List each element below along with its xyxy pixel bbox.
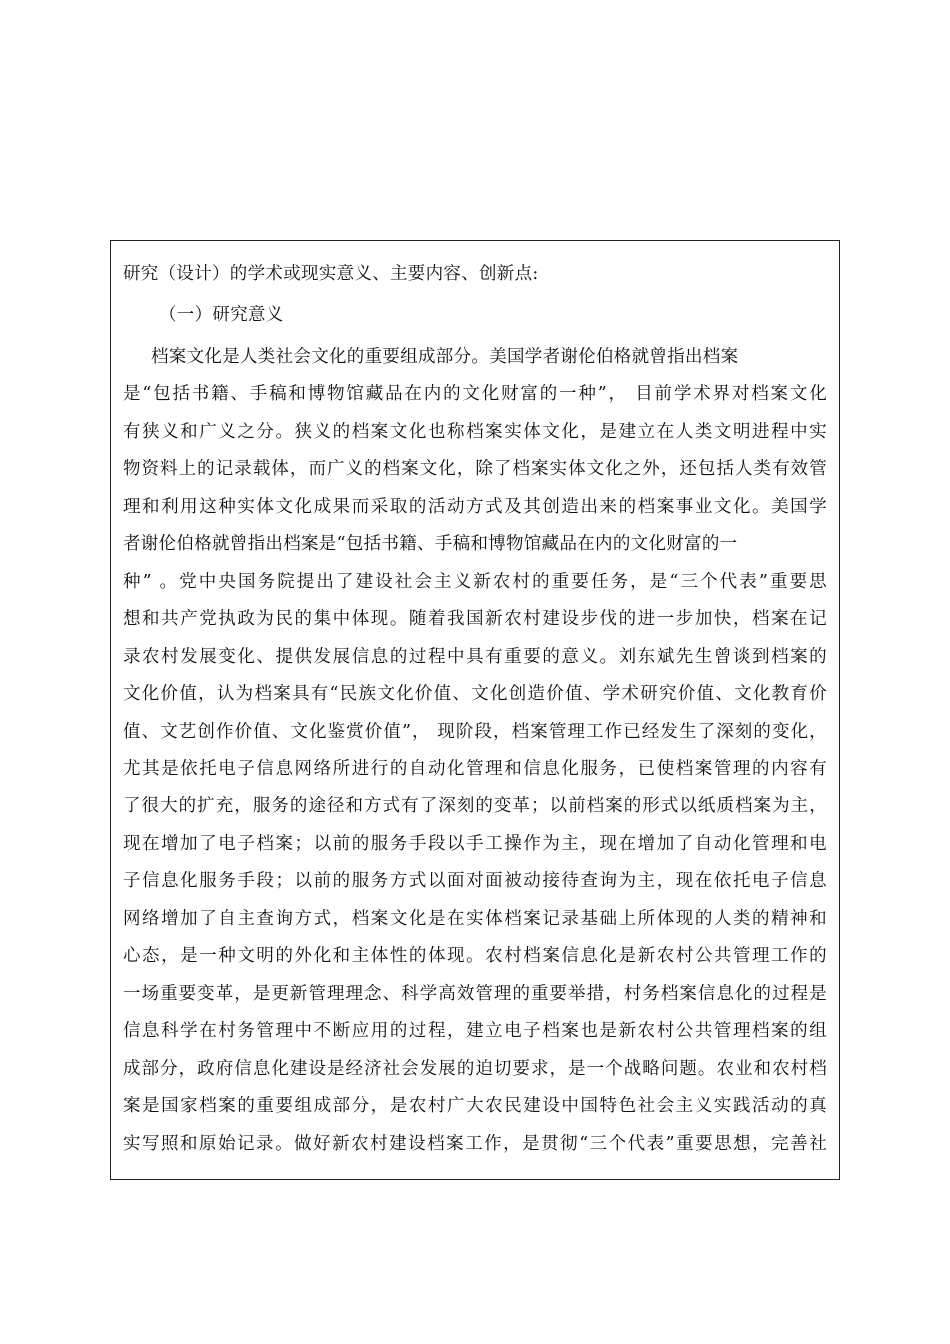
- section-header: 研究（设计）的学术或现实意义、主要内容、创新点:: [123, 264, 539, 284]
- paragraph-line: 值、文艺创作价值、文化鉴赏价值”， 现阶段，档案管理工作已经发生了深刻的变化，: [123, 721, 827, 742]
- section-title: （一）研究意义: [159, 305, 284, 325]
- paragraph-line: 录农村发展变化、提供发展信息的过程中具有重要的意义。刘东斌先生曾谈到档案的: [123, 646, 827, 667]
- paragraph-line: 案是国家档案的重要组成部分，是农村广大农民建设中国特色社会主义实践活动的真: [123, 1096, 827, 1117]
- paragraph-line: 子信息化服务手段；以前的服务方式以面对面被动接待查询为主，现在依托电子信息: [123, 871, 827, 892]
- paragraph-line: 尤其是依托电子信息网络所进行的自动化管理和信息化服务，已使档案管理的内容有: [123, 759, 827, 779]
- paragraph-line: 成部分，政府信息化建设是经济社会发展的迫切要求，是一个战略问题。农业和农村档: [123, 1058, 827, 1079]
- paragraph-line: 物资料上的记录载体，而广义的档案文化，除了档案实体文化之外，还包括人类有效管: [123, 459, 827, 480]
- paragraph-line: 一场重要变革，是更新管理理念、科学高效管理的重要举措，村务档案信息化的过程是: [123, 983, 827, 1004]
- paragraph-line: 想和共产党执政为民的集中体现。随着我国新农村建设步伐的进一步加快，档案在记: [123, 609, 827, 630]
- paragraph-line: 心态，是一种文明的外化和主体性的体现。农村档案信息化是新农村公共管理工作的: [123, 946, 827, 967]
- paragraph-line: 网络增加了自主查询方式，档案文化是在实体档案记录基础上所体现的人类的精神和: [123, 908, 827, 929]
- document-frame: [110, 240, 840, 1180]
- paragraph-line: 现在增加了电子档案；以前的服务手段以手工操作为主，现在增加了自动化管理和电: [123, 833, 827, 854]
- paragraph-line: 文化价值，认为档案具有“民族文化价值、文化创造价值、学术研究价值、文化教育价: [123, 684, 827, 705]
- paragraph-line: 是“包括书籍、手稿和博物馆藏品在内的文化财富的一种”， 目前学术界对档案文化: [123, 384, 827, 405]
- paragraph-line: 者谢伦伯格就曾指出档案是“包括书籍、手稿和博物馆藏品在内的文化财富的一: [123, 534, 738, 555]
- paragraph-line: 种” 。党中央国务院提出了建设社会主义新农村的重要任务，是“三个代表”重要思: [123, 571, 827, 592]
- paragraph-line: 了很大的扩充，服务的途径和方式有了深刻的变革；以前档案的形式以纸质档案为主，: [123, 796, 827, 817]
- paragraph-line: 有狭义和广义之分。狭义的档案文化也称档案实体文化，是建立在人类文明进程中实: [123, 421, 827, 442]
- paragraph-line: 理和利用这种实体文化成果而采取的活动方式及其创造出来的档案事业文化。美国学: [123, 496, 827, 517]
- paragraph-line: 档案文化是人类社会文化的重要组成部分。美国学者谢伦伯格就曾指出档案: [151, 347, 739, 367]
- paragraph-line: 信息科学在村务管理中不断应用的过程，建立电子档案也是新农村公共管理档案的组: [123, 1021, 827, 1042]
- paragraph-line: 实写照和原始记录。做好新农村建设档案工作，是贯彻“三个代表”重要思想，完善社: [123, 1133, 827, 1154]
